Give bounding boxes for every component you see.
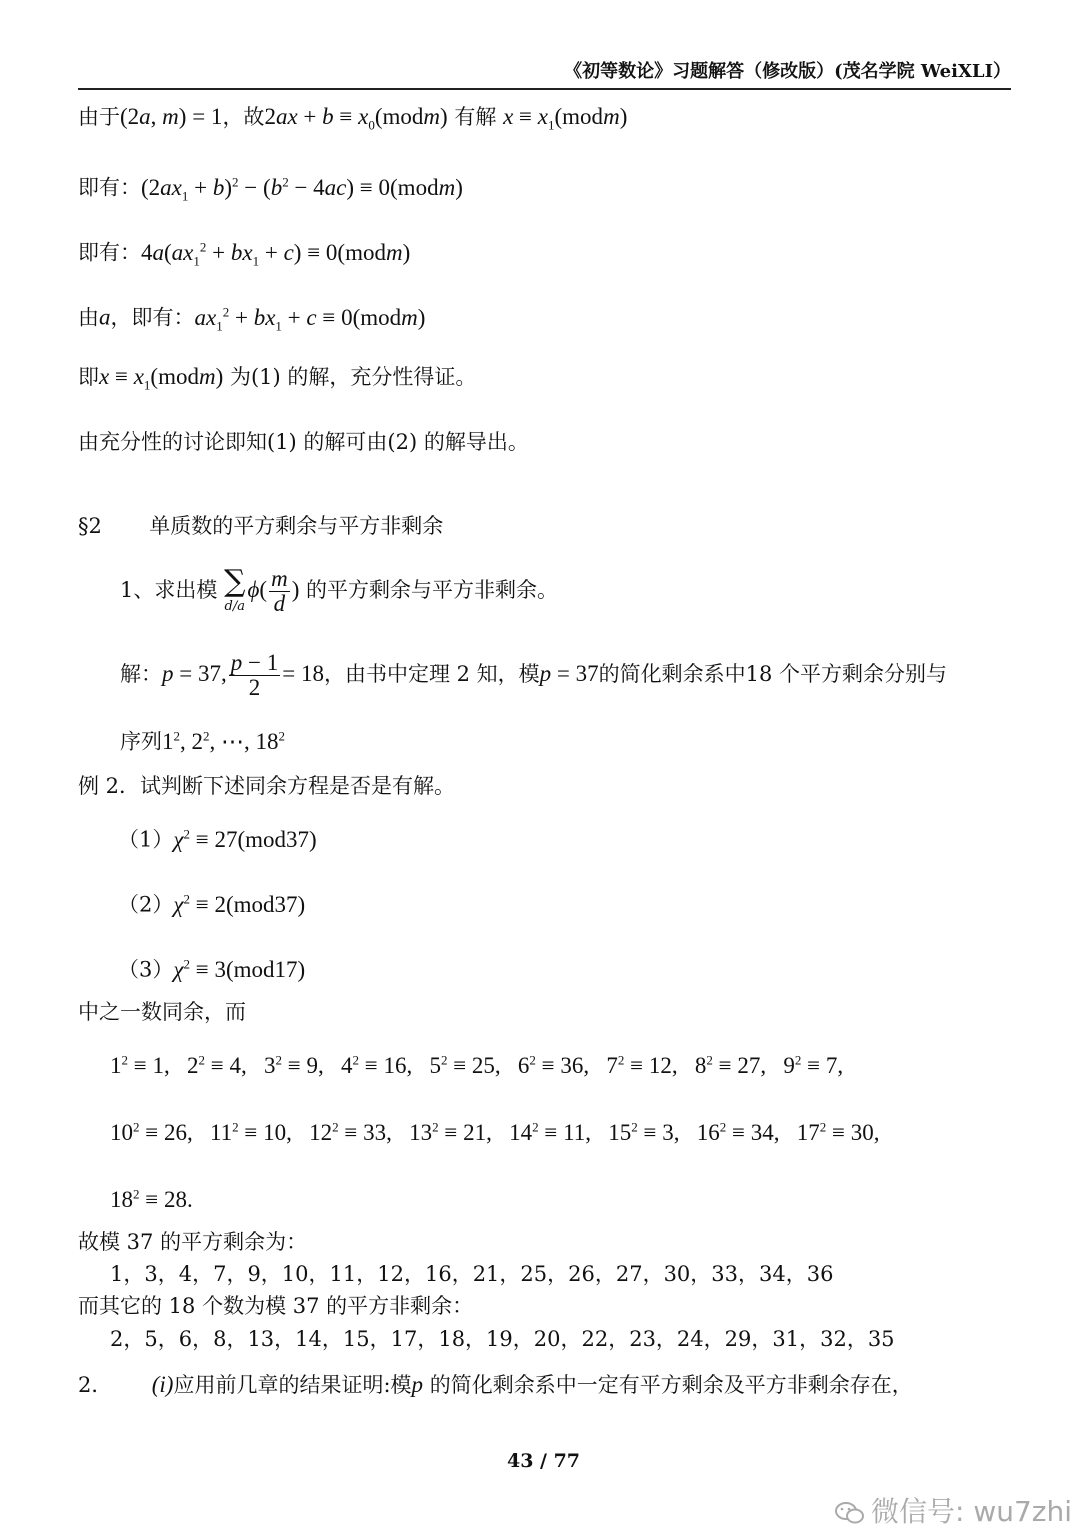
square-item: $6^2 \equiv 36$, [517,1052,590,1078]
congruent-text: 中之一数同余，而 [78,1000,246,1024]
section-heading [78,512,443,540]
square-item: $14^2 \equiv 11$, [509,1119,591,1145]
section-title: 单质数的平方剩余与平方非剩余 [149,514,444,538]
sequence-line: 序列$1^2$, $2^2$, ⋯, $18^2$ [120,728,285,754]
problem-1-solution: 解：p = 37, $\frac{p - 1}{2}$ = 18，由书中定理 2 知，模p = 37的简化剩余系中18 个平方剩余分别与 [120,650,948,700]
line-2: 即有：$(2ax_1 + b)^2 - (b^2 - 4ac)$ ≡ 0(modm) [78,174,463,204]
watermark: 微信号: wu7zhi [835,1490,1072,1530]
wechat-icon [835,1501,865,1525]
square-item: $13^2 \equiv 21$, [409,1119,492,1145]
problem-1: 1、求出模 ∑ d/a ϕ( $\frac{m}{d}$ ) 的平方剩余与平方非剩余。 [120,563,559,616]
square-item: $3^2 \equiv 9$, [263,1052,324,1078]
residues-label: 故模 37 的平方剩余为： [78,1230,308,1254]
square-item: $9^2 \equiv 7$, [783,1052,844,1078]
square-item: $18^2 \equiv 28$. [110,1186,193,1212]
header-title: 《初等数论》习题解答（修改版）(茂名学院 WeiXLI） [564,61,1011,82]
page-number: 43 / 77 [506,1450,581,1472]
square-item: $4^2 \equiv 16$, [340,1052,413,1078]
square-item: $16^2 \equiv 34$, [696,1119,780,1145]
squares-row-3 [110,1180,193,1214]
nonresidues-label: 而其它的 18 个数为模 37 的平方非剩余： [78,1294,474,1318]
section-number: §2 [78,514,102,538]
square-item: $2^2 \equiv 4$, [186,1052,247,1078]
example-2-item-1: $(1)\chi^2 \equiv 27(mod37)$ [118,826,317,852]
square-item: $12^2 \equiv 33$, [309,1119,392,1145]
example-2-item-3: $(3)\chi^2 \equiv 3(mod17)$ [118,956,306,982]
problem-2: 2． (i)应用前几章的结果证明:模p 的简化剩余系中一定有平方剩余及平方非剩余存在， [78,1372,913,1397]
line-1: 由于(2a, m) = 1，故$2ax + b \equiv x_0(modm)$ 有解 $x \equiv x_1(modm)$ [78,104,628,133]
nonresidues-list: 2，5，6，8，13，14，15，17，18，19，20，22，23，24，29，31，32，35 [110,1327,895,1351]
residues-list: 1，3，4，7，9，10，11，12，16，21，25，26，27，30，33，34，36 [110,1262,834,1286]
square-item: $10^2 \equiv 26$, [110,1119,193,1145]
square-item: $8^2 \equiv 27$, [694,1052,767,1078]
square-item: $5^2 \equiv 25$, [429,1052,501,1078]
line-5: 即$x \equiv x_1(modm)$ 为(1) 的解，充分性得证。 [78,364,477,393]
square-item: $17^2 \equiv 30$, [796,1119,880,1145]
page-header [78,58,1011,90]
squares-row-2 [110,1113,879,1147]
example-2-item-2: $(2)\chi^2 \equiv 2(mod37)$ [118,891,306,917]
squares-row-1 [110,1046,843,1080]
line-4: 由a，即有：$ax_1^2 + bx_1 + c$ ≡ 0(modm) [78,304,426,334]
square-item: $15^2 \equiv 3$, [608,1119,680,1145]
example-2-title: 例 2．试判断下述同余方程是否是有解。 [78,774,456,798]
square-item: $1^2 \equiv 1$, [110,1052,170,1078]
line-6: 由充分性的讨论即知(1) 的解可由(2) 的解导出。 [78,430,529,454]
line-3: 即有：$4a(ax_1^2 + bx_1 + c)$ ≡ 0(modm) [78,239,411,269]
square-item: $11^2 \equiv 10$, [209,1119,292,1145]
sum-symbol: ∑ d/a [224,563,246,614]
square-item: $7^2 \equiv 12$, [606,1052,678,1078]
